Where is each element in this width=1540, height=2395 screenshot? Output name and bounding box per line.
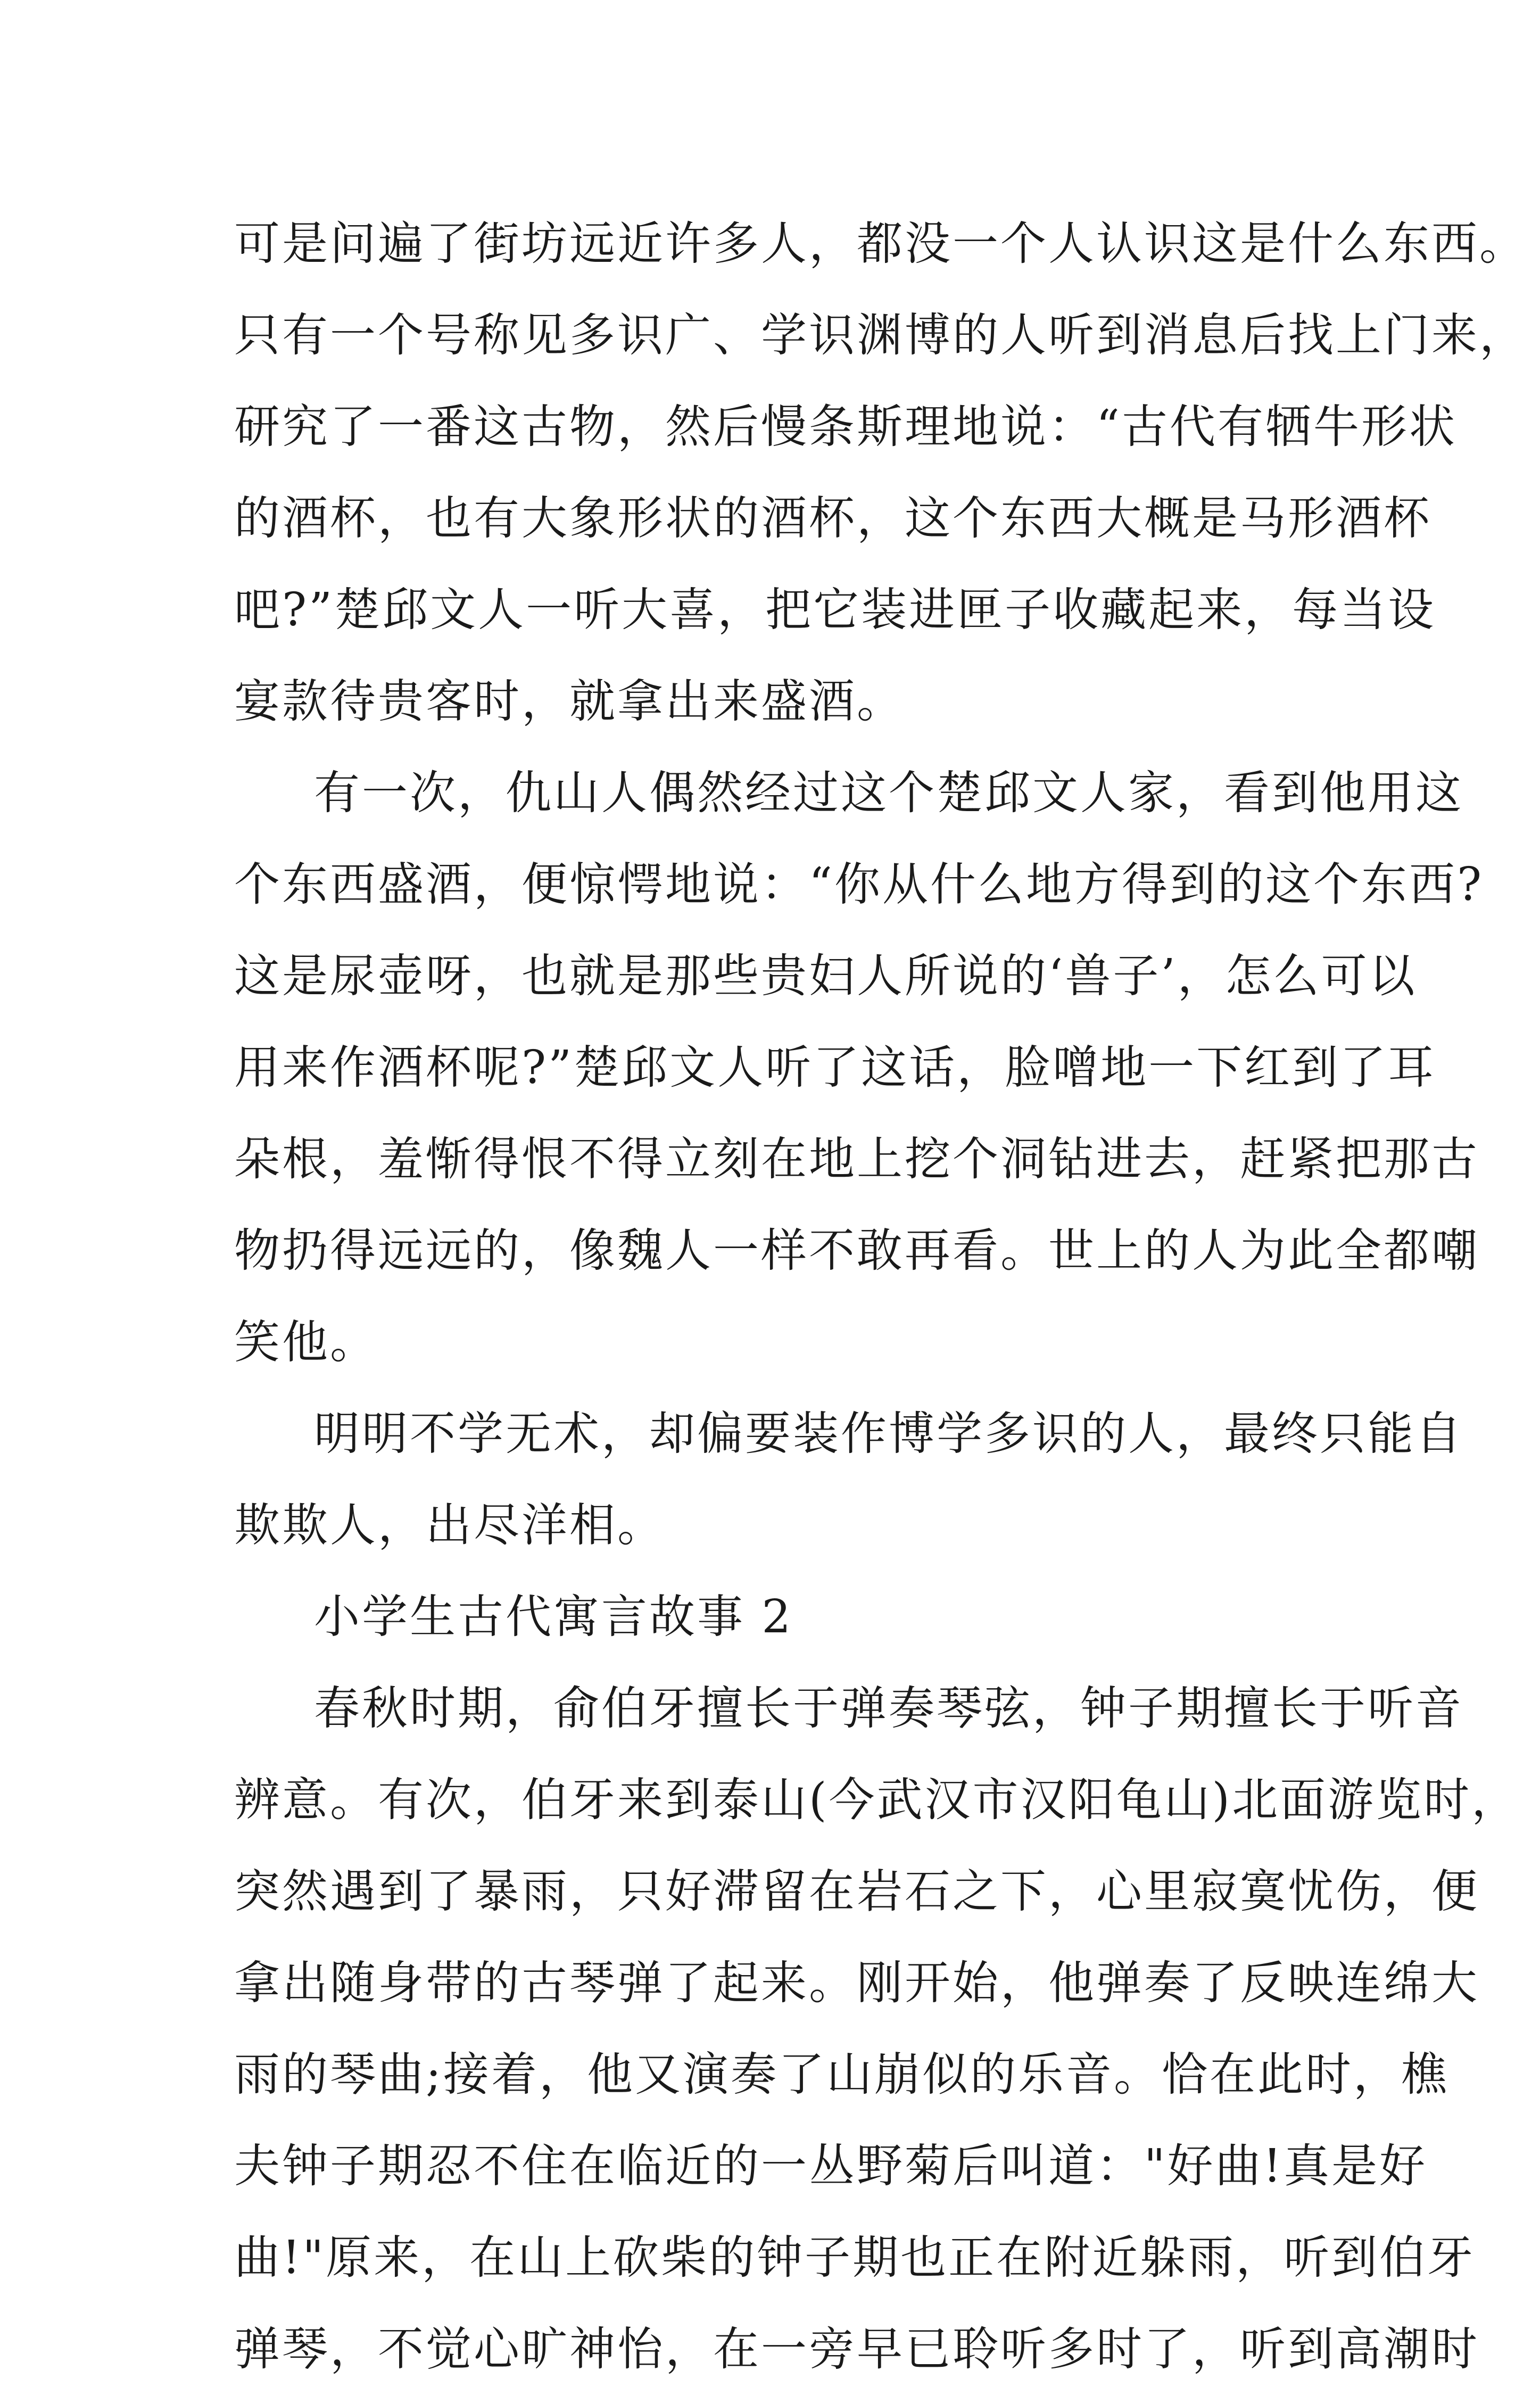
text-line: 朵根，羞惭得恨不得立刻在地上挖个洞钻进去，赶紧把那古 [234, 1133, 1479, 1186]
paragraph-first-line: 明明不学无术，却偏要装作博学多识的人，最终只能自 [314, 1407, 1463, 1460]
text-line: 研究了一番这古物，然后慢条斯理地说：“古代有牺牛形状 [234, 400, 1457, 453]
text-line: 个东西盛酒，便惊愕地说：“你从什么地方得到的这个东西? [234, 858, 1484, 911]
text-line: 笑他。 [234, 1316, 378, 1369]
text-line: 曲!"原来，在山上砍柴的钟子期也正在附近躲雨，听到伯牙 [234, 2231, 1476, 2284]
text-line: 宴款待贵客时，就拿出来盛酒。 [234, 675, 905, 728]
paragraph-first-line: 有一次，仇山人偶然经过这个楚邱文人家，看到他用这 [314, 766, 1463, 820]
text-line: 的酒杯，也有大象形状的酒杯，这个东西大概是马形酒杯 [234, 492, 1431, 545]
text-line: 吧?”楚邱文人一听大喜，把它装进匣子收藏起来，每当设 [234, 583, 1436, 637]
text-line: 拿出随身带的古琴弹了起来。刚开始，他弹奏了反映连绵大 [234, 1956, 1479, 2010]
text-line: 可是问遍了街坊远近许多人，都没一个人认识这是什么东西。 [234, 217, 1527, 270]
section-heading: 小学生古代寓言故事 2 [314, 1590, 793, 1644]
text-line: 物扔得远远的，像魏人一样不敢再看。世上的人为此全都嘲 [234, 1224, 1479, 1277]
text-line: 弹琴，不觉心旷神怡，在一旁早已聆听多时了，听到高潮时 [234, 2323, 1479, 2376]
text-line: 只有一个号称见多识广、学识渊博的人听到消息后找上门来， [234, 309, 1527, 362]
text-line: 这是尿壶呀，也就是那些贵妇人所说的‘兽子’，怎么可以 [234, 949, 1417, 1003]
text-line: 欺欺人，出尽洋相。 [234, 1499, 665, 1552]
document-body [234, 198, 1527, 2395]
paragraph-first-line: 春秋时期，俞伯牙擅长于弹奏琴弦，钟子期擅长于听音 [314, 1682, 1463, 1735]
text-line: 雨的琴曲;接着，他又演奏了山崩似的乐音。恰在此时，樵 [234, 2048, 1449, 2101]
text-line: 夫钟子期忍不住在临近的一丛野菊后叫道："好曲!真是好 [234, 2140, 1428, 2193]
text-line: 突然遇到了暴雨，只好滞留在岩石之下，心里寂寞忧伤，便 [234, 1865, 1479, 1918]
text-line: 辨意。有次，伯牙来到泰山(今武汉市汉阳龟山)北面游览时， [234, 1773, 1520, 1827]
text-line: 用来作酒杯呢?”楚邱文人听了这话，脸噌地一下红到了耳 [234, 1041, 1436, 1094]
